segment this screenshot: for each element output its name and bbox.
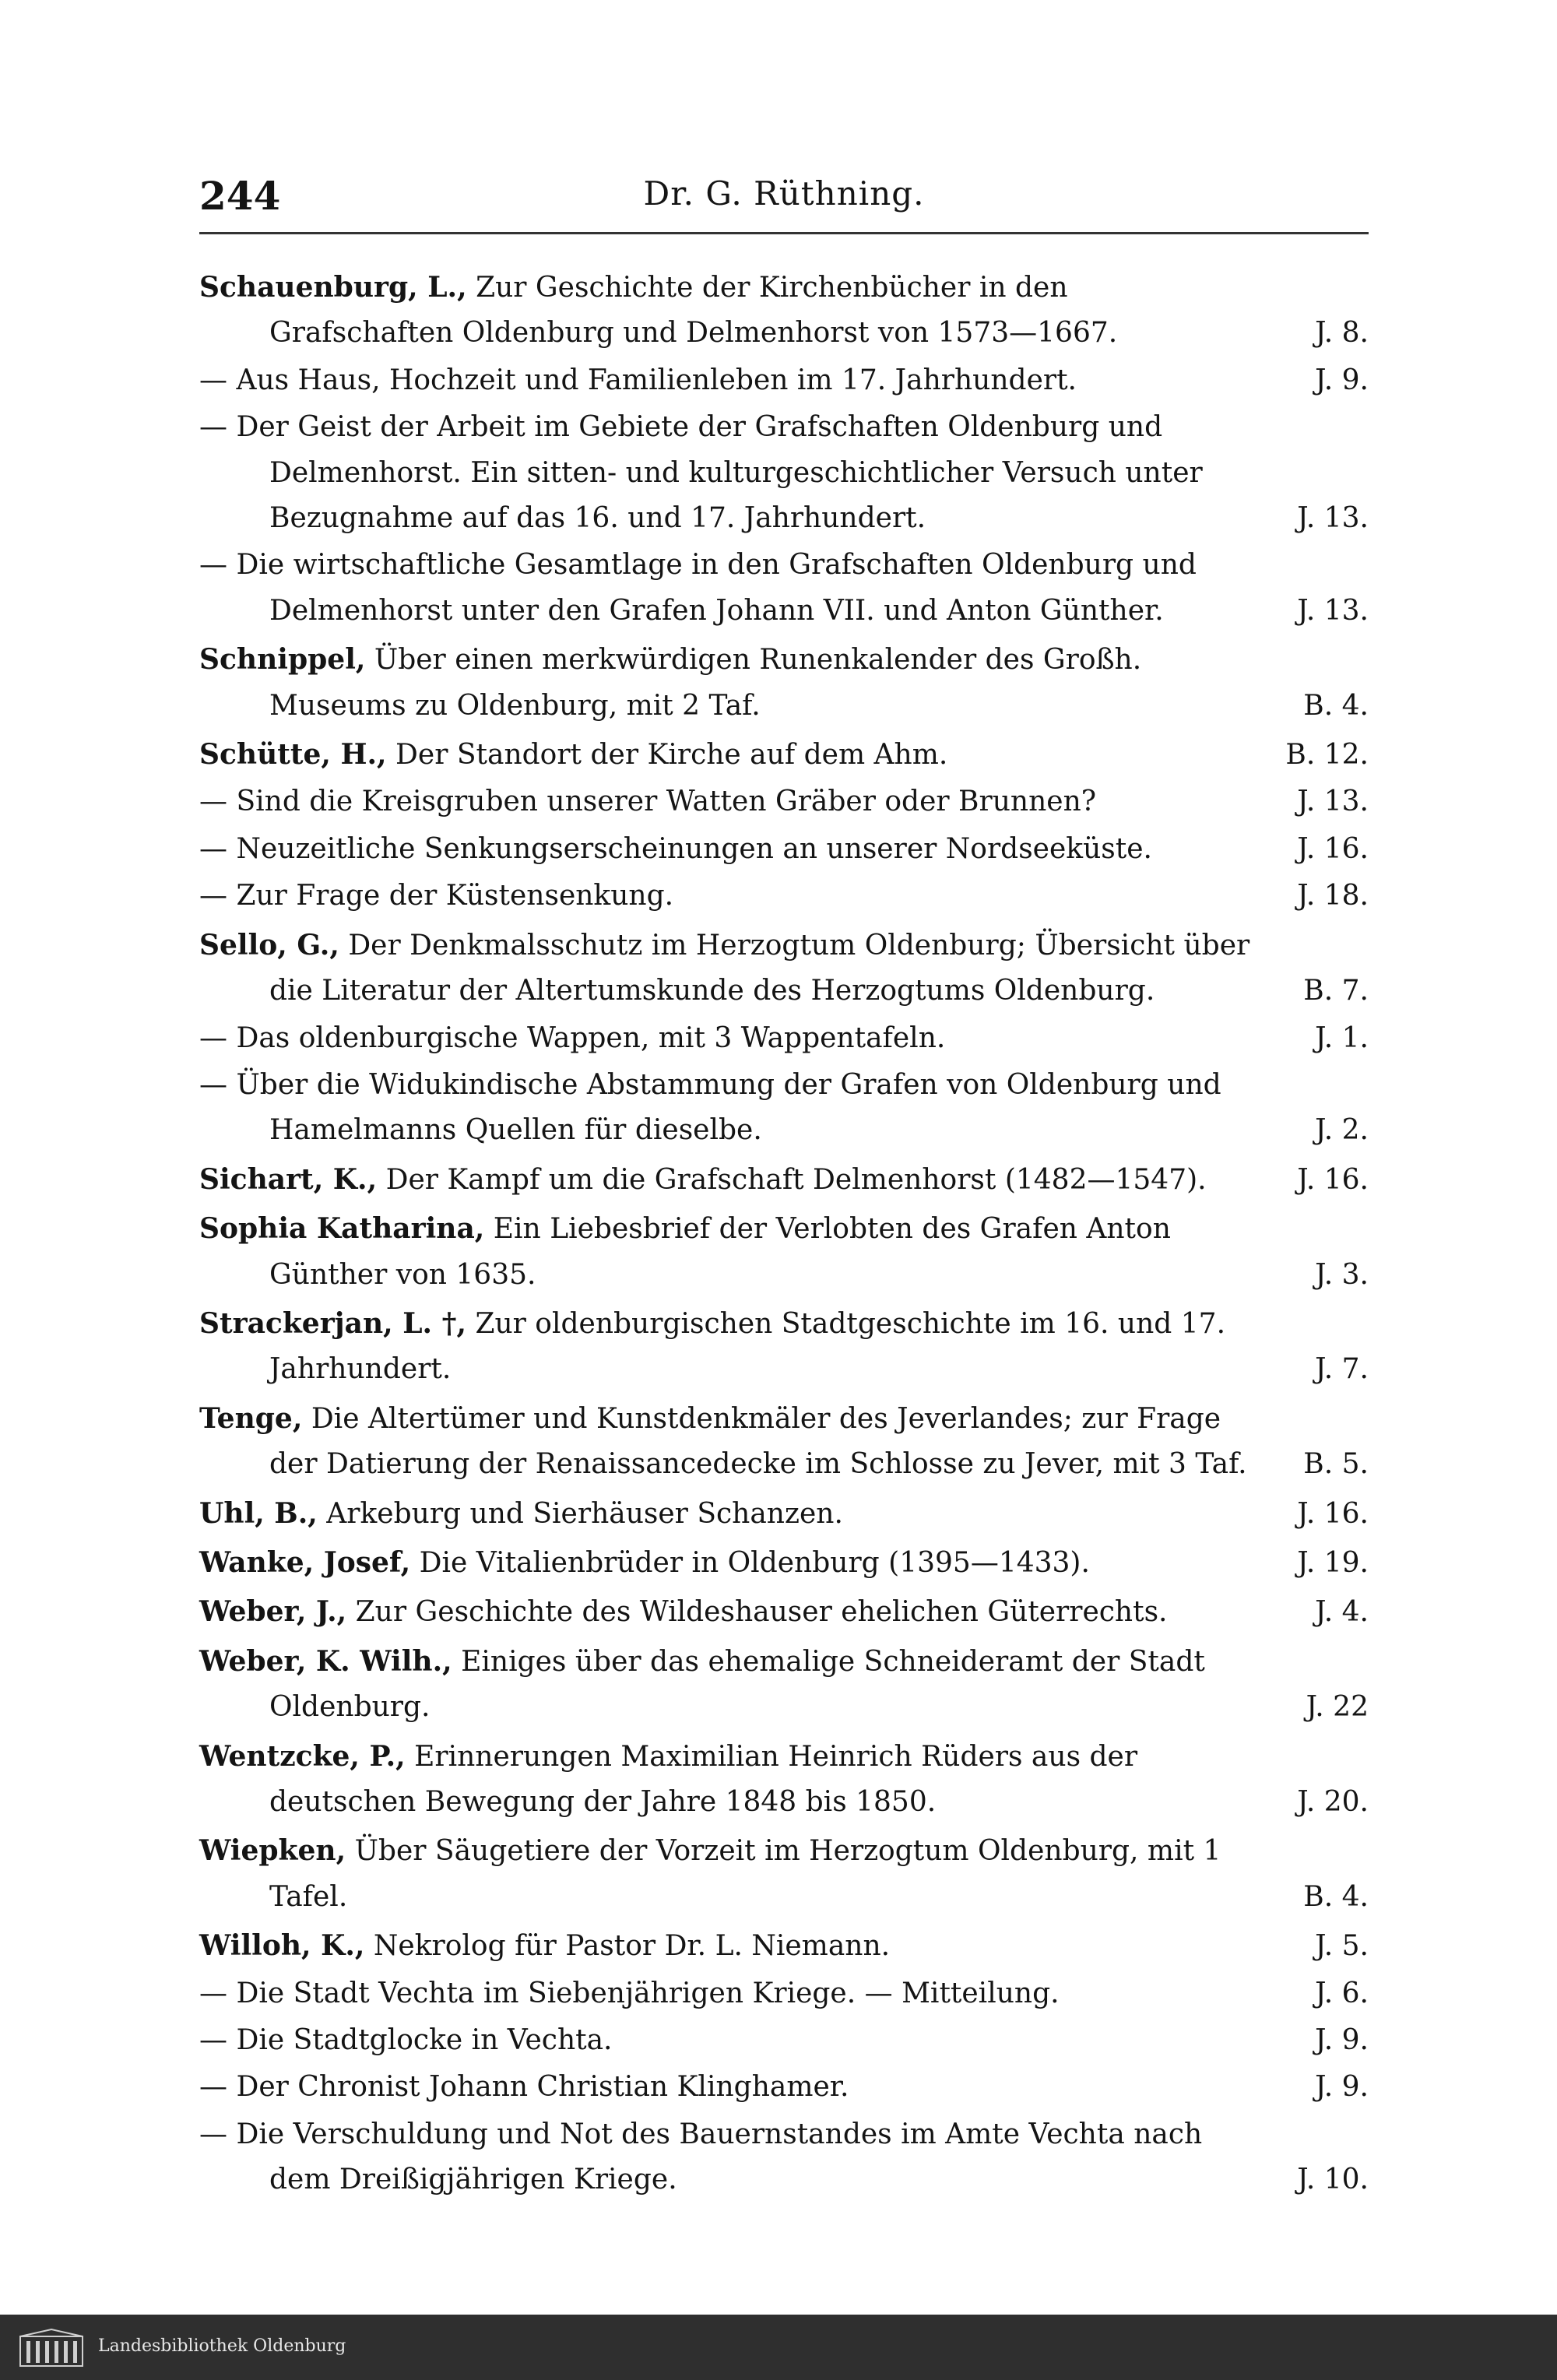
entry-title: Arkeburg und Sierhäuser Schanzen. <box>326 1497 843 1530</box>
bibliography-entry <box>199 1540 1369 1586</box>
entry-volume-ref: B. 7. <box>1303 975 1369 1007</box>
entry-volume-ref: J. 13. <box>1297 594 1369 627</box>
bibliography-entry <box>199 1301 1369 1393</box>
entry-title: Über die Widukindische Abstammung der Grafen von Oldenburg und Hamelmanns Quellen für dieselbe. <box>236 1068 1221 1147</box>
entry-title: Die Stadt Vechta im Siebenjährigen Kriege. — Mitteilung. <box>236 1977 1060 2009</box>
bibliography-entry <box>199 543 1369 634</box>
entry-title: Das oldenburgische Wappen, mit 3 Wappentafeln. <box>236 1021 946 1054</box>
continuation-dash: — <box>199 411 237 444</box>
bibliography-entry <box>199 1157 1369 1203</box>
entry-text <box>199 2065 1369 2110</box>
entry-title: Erinnerungen Maximilian Heinrich Rüders aus der deutschen Bewegung der Jahre 1848 bis 1850. <box>269 1740 1138 1818</box>
entry-text <box>199 1734 1369 1826</box>
entry-text <box>199 1540 1369 1586</box>
entry-text <box>199 827 1369 872</box>
continuation-dash: — <box>199 549 237 582</box>
entry-text <box>199 1491 1369 1537</box>
entry-author: Sello, G., <box>199 928 339 961</box>
entry-text <box>199 874 1369 919</box>
entry-title: Nekrolog für Pastor Dr. L. Niemann. <box>373 1930 891 1963</box>
entry-author: Strackerjan, L. †, <box>199 1306 466 1340</box>
bibliography-entry <box>199 1206 1369 1298</box>
entry-text <box>199 637 1369 729</box>
entry-title: Zur Geschichte des Wildeshauser ehelichen Güterrechts. <box>355 1596 1168 1629</box>
bibliography-entry <box>199 1396 1369 1488</box>
entry-text <box>199 1828 1369 1920</box>
entry-volume-ref: J. 20. <box>1297 1786 1369 1818</box>
entry-title: Über Säugetiere der Vorzeit im Herzogtum Oldenburg, mit 1 Tafel. <box>269 1835 1221 1913</box>
entry-text <box>199 543 1369 634</box>
bibliography-entry <box>199 2065 1369 2110</box>
entry-volume-ref: J. 9. <box>1315 364 1369 396</box>
continuation-dash: — <box>199 832 237 865</box>
entry-volume-ref: J. 10. <box>1297 2164 1369 2196</box>
page-header <box>199 173 1369 234</box>
entry-text <box>199 1396 1369 1488</box>
entry-volume-ref: J. 8. <box>1315 317 1369 350</box>
entry-text <box>199 1016 1369 1061</box>
entry-volume-ref: J. 5. <box>1315 1930 1369 1963</box>
entry-volume-ref: J. 13. <box>1297 502 1369 535</box>
entry-text <box>199 1301 1369 1393</box>
entry-title: Einiges über das ehemalige Schneideramt der Stadt Oldenburg. <box>269 1645 1205 1724</box>
bibliography-entry <box>199 1734 1369 1826</box>
continuation-dash: — <box>199 880 237 912</box>
entry-title: Die Verschuldung und Not des Bauernstandes im Amte Vechta nach dem Dreißigjährigen Kriege. <box>236 2118 1203 2196</box>
entry-text <box>199 405 1369 541</box>
bibliography-entry <box>199 923 1369 1014</box>
entry-author: Weber, J., <box>199 1595 347 1629</box>
continuation-dash: — <box>199 1977 237 2009</box>
entry-text <box>199 1923 1369 1969</box>
entry-volume-ref: J. 22 <box>1306 1691 1369 1724</box>
entry-text <box>199 265 1369 357</box>
entry-text <box>199 779 1369 824</box>
entry-text <box>199 923 1369 1014</box>
bibliography-entry <box>199 2112 1369 2203</box>
entry-title: Zur Geschichte der Kirchenbücher in den Grafschaften Oldenburg und Delmenhorst von 1573—1667. <box>269 272 1118 350</box>
entry-title: Die wirtschaftliche Gesamtlage in den Grafschaften Oldenburg und Delmenhorst unter den Grafen Johann VII. und Anton Günther. <box>236 549 1197 627</box>
entry-title: Der Kampf um die Grafschaft Delmenhorst (1482—1547). <box>385 1163 1207 1196</box>
continuation-dash: — <box>199 2118 237 2150</box>
entry-title: Die Altertümer und Kunstdenkmäler des Jeverlandes; zur Frage der Datierung der Renaissancedecke im Schlosse zu Jever, mit 3 Taf. <box>269 1402 1247 1481</box>
entry-volume-ref: B. 4. <box>1303 689 1369 722</box>
entry-text <box>199 1971 1369 2016</box>
entry-volume-ref: J. 1. <box>1315 1021 1369 1054</box>
entry-title: Ein Liebesbrief der Verlobten des Grafen Anton Günther von 1635. <box>269 1213 1171 1291</box>
entry-text <box>199 2018 1369 2063</box>
page-number: 244 <box>199 173 281 219</box>
entry-text <box>199 358 1369 403</box>
entry-title: Der Denkmalsschutz im Herzogtum Oldenburg; Übersicht über die Literatur der Altertumskunde des Herzogtums Oldenburg. <box>269 929 1250 1007</box>
entry-author: Wanke, Josef, <box>199 1545 411 1579</box>
bibliography-entry <box>199 1063 1369 1154</box>
entry-author: Tenge, <box>199 1401 303 1435</box>
bibliography-entry <box>199 1828 1369 1920</box>
footer-library-name: Landesbibliothek Oldenburg <box>98 2336 346 2356</box>
entry-author: Wentzcke, P., <box>199 1739 406 1773</box>
bibliography-entry <box>199 637 1369 729</box>
continuation-dash: — <box>199 1021 237 1054</box>
entry-volume-ref: B. 4. <box>1303 1880 1369 1913</box>
bibliography-entry <box>199 732 1369 778</box>
entry-title: Die Vitalienbrüder in Oldenburg (1395—1433). <box>419 1546 1090 1579</box>
entry-title: Sind die Kreisgruben unserer Watten Gräber oder Brunnen? <box>236 786 1097 818</box>
continuation-dash: — <box>199 2024 237 2057</box>
entry-title: Der Chronist Johann Christian Klinghamer. <box>236 2071 849 2104</box>
entry-volume-ref: J. 6. <box>1315 1977 1369 2009</box>
entry-title: Der Geist der Arbeit im Gebiete der Grafschaften Oldenburg und Delmenhorst. Ein sitten- und kulturgeschichtlicher Versuch unter Bezugnahme auf das 16. und 17. Jahrhundert. <box>236 411 1203 535</box>
bibliography-entry <box>199 265 1369 357</box>
bibliography-entry <box>199 1971 1369 2016</box>
entry-author: Sophia Katharina, <box>199 1212 485 1246</box>
entry-text <box>199 1589 1369 1635</box>
entry-author: Willoh, K., <box>199 1929 365 1963</box>
library-building-icon <box>19 2329 84 2368</box>
entry-text <box>199 1639 1369 1731</box>
bibliography-entry <box>199 827 1369 872</box>
entry-text <box>199 1206 1369 1298</box>
entry-title: Zur Frage der Küstensenkung. <box>236 880 674 912</box>
bibliography-entry <box>199 1016 1369 1061</box>
continuation-dash: — <box>199 364 237 396</box>
entry-title: Der Standort der Kirche auf dem Ahm. <box>395 739 948 772</box>
entry-title: Neuzeitliche Senkungserscheinungen an unserer Nordseeküste. <box>236 832 1152 865</box>
entry-volume-ref: J. 3. <box>1315 1258 1369 1291</box>
continuation-dash: — <box>199 2071 237 2104</box>
entry-volume-ref: J. 9. <box>1315 2071 1369 2104</box>
bibliography-entry <box>199 779 1369 824</box>
entry-text <box>199 1157 1369 1203</box>
entry-volume-ref: J. 19. <box>1297 1546 1369 1579</box>
bibliography-list <box>199 265 1369 2205</box>
bibliography-entry <box>199 1491 1369 1537</box>
entry-text <box>199 732 1369 778</box>
entry-volume-ref: J. 18. <box>1297 880 1369 912</box>
footer-bar <box>0 2315 1557 2380</box>
bibliography-entry <box>199 1639 1369 1731</box>
entry-volume-ref: J. 13. <box>1297 786 1369 818</box>
running-head: Dr. G. Rüthning. <box>643 174 925 213</box>
entry-volume-ref: J. 4. <box>1315 1596 1369 1629</box>
entry-title: Über einen merkwürdigen Runenkalender des Großh. Museums zu Oldenburg, mit 2 Taf. <box>269 644 1142 722</box>
entry-author: Weber, K. Wilh., <box>199 1644 452 1678</box>
bibliography-entry <box>199 1589 1369 1635</box>
entry-author: Wiepken, <box>199 1834 346 1868</box>
bibliography-entry <box>199 1923 1369 1969</box>
entry-volume-ref: J. 16. <box>1297 1163 1369 1196</box>
entry-title: Aus Haus, Hochzeit und Familienleben im 17. Jahrhundert. <box>236 364 1077 396</box>
entry-volume-ref: J. 16. <box>1297 1497 1369 1530</box>
bibliography-entry <box>199 358 1369 403</box>
entry-author: Sichart, K., <box>199 1162 378 1196</box>
entry-volume-ref: J. 9. <box>1315 2024 1369 2057</box>
entry-volume-ref: J. 2. <box>1315 1114 1369 1147</box>
entry-title: Die Stadtglocke in Vechta. <box>236 2024 613 2057</box>
bibliography-entry <box>199 874 1369 919</box>
bibliography-entry <box>199 405 1369 541</box>
entry-volume-ref: J. 16. <box>1297 832 1369 865</box>
entry-volume-ref: B. 12. <box>1285 739 1369 772</box>
entry-author: Schütte, H., <box>199 738 387 772</box>
entry-title: Zur oldenburgischen Stadtgeschichte im 16. und 17. Jahrhundert. <box>269 1307 1226 1386</box>
continuation-dash: — <box>199 1068 237 1101</box>
entry-author: Schauenburg, L., <box>199 271 467 304</box>
entry-volume-ref: B. 5. <box>1303 1448 1369 1481</box>
entry-author: Schnippel, <box>199 643 366 677</box>
bibliography-entry <box>199 2018 1369 2063</box>
entry-text <box>199 1063 1369 1154</box>
entry-author: Uhl, B., <box>199 1496 318 1530</box>
entry-volume-ref: J. 7. <box>1315 1353 1369 1386</box>
continuation-dash: — <box>199 786 237 818</box>
entry-text <box>199 2112 1369 2203</box>
